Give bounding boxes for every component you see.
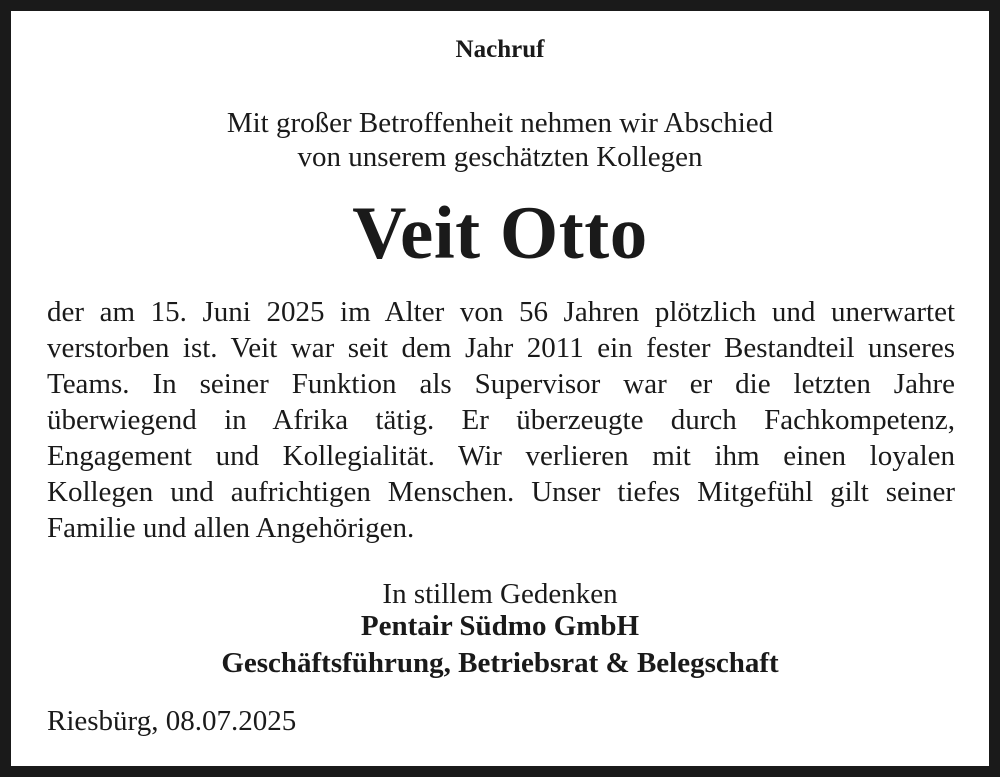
notice-heading: Nachruf [455,36,545,63]
body-line: Engagement und Kollegialität. Wir verlieren mit ihm einen loyalen [47,440,955,472]
body-line: Kollegen und aufrichtigen Menschen. Unser tiefes Mitgefühl gilt seiner [47,476,955,508]
place-date: Riesbürg, 08.07.2025 [47,705,297,737]
signatories: Geschäftsführung, Betriebsrat & Belegschaft [221,647,779,679]
company-name: Pentair Südmo GmbH [360,610,640,642]
intro-line-2: von unserem geschätzten Kollegen [297,141,703,173]
body-line: Teams. In seiner Funktion als Supervisor war er die letzten Jahre [47,368,955,400]
farewell-line: In stillem Gedenken [382,578,618,610]
body-line: überwiegend in Afrika tätig. Er überzeugte durch Fachkompetenz, [47,404,955,436]
body-line: der am 15. Juni 2025 im Alter von 56 Jahren plötzlich und unerwartet [47,296,955,328]
body-line: Familie und allen Angehörigen. [47,512,415,544]
body-line: verstorben ist. Veit war seit dem Jahr 2011 ein fester Bestandteil unseres [47,332,955,364]
obituary-body [47,294,955,546]
deceased-name: Veit Otto [352,192,648,275]
intro-line-1: Mit großer Betroffenheit nehmen wir Abschied [226,107,774,139]
